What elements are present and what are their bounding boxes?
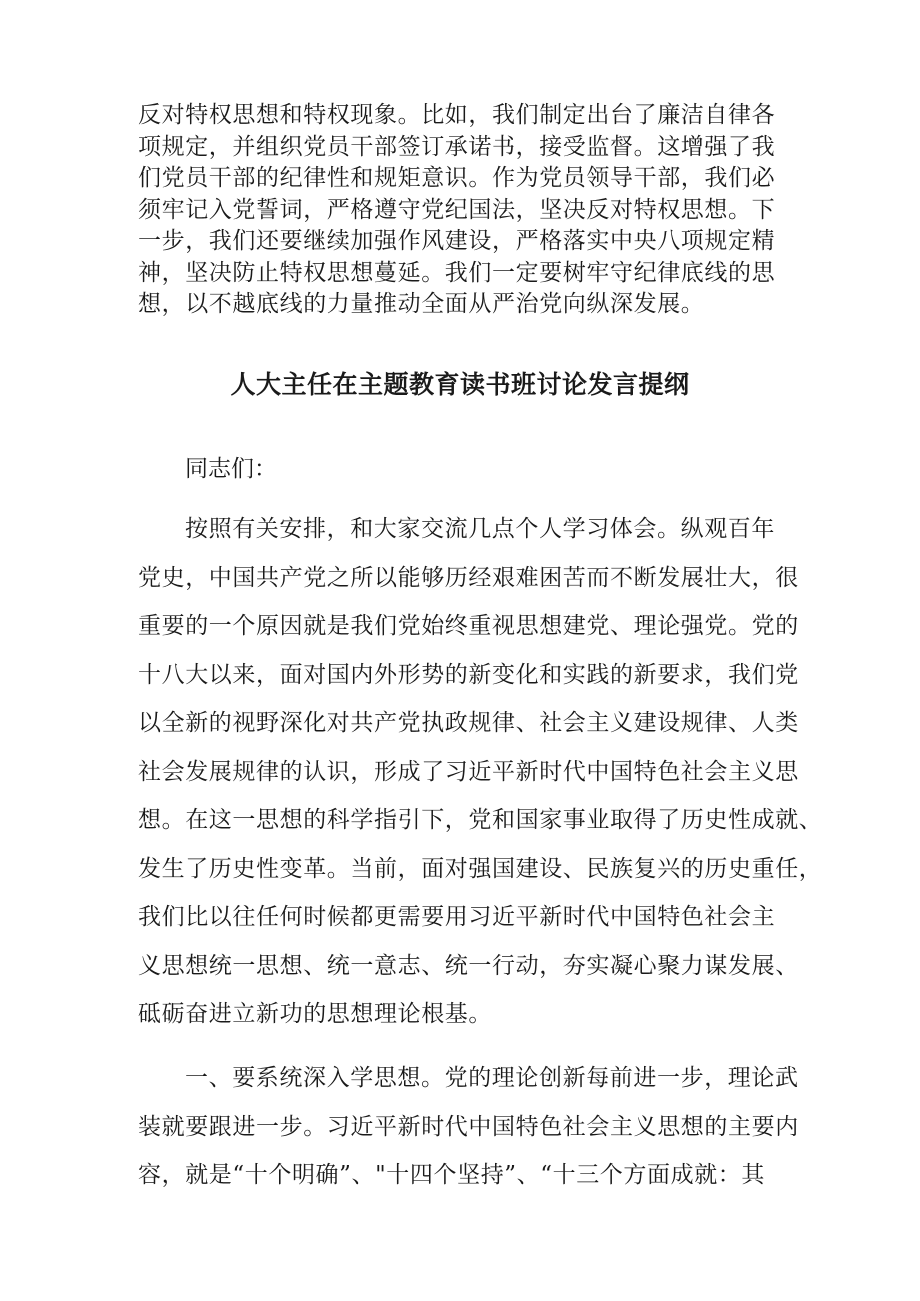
text-line: 想。在这一思想的科学指引下，党和国家事业取得了历史性成就、 bbox=[138, 807, 823, 833]
previous-section-text bbox=[138, 100, 798, 321]
text-line: 容，就是“十个明确”、"十四个坚持”、“十三个方面成就：其 bbox=[138, 1162, 766, 1188]
text-line: 想，以不越底线的力量推动全面从严治党向纵深发展。 bbox=[138, 291, 705, 317]
text-line: 以全新的视野深化对共产党执政规律、社会主义建设规律、人类 bbox=[138, 710, 799, 736]
salutation: 同志们： bbox=[185, 456, 277, 482]
text-line: 砥砺奋进立新功的思想理论根基。 bbox=[138, 1001, 492, 1027]
text-line: 神，坚决防止特权思想蔓延。我们一定要树牢守纪律底线的思 bbox=[138, 259, 776, 286]
document-title: 人大主任在主题教育读书班讨论发言提纲 bbox=[230, 370, 690, 399]
text-line: 一、要系统深入学思想。党的理论创新每前进一步，理论武 bbox=[185, 1065, 799, 1091]
text-line: 装就要跟进一步。习近平新时代中国特色社会主义思想的主要内 bbox=[138, 1113, 799, 1140]
text-line: 社会发展规律的认识，形成了习近平新时代中国特色社会主义思 bbox=[138, 758, 799, 785]
text-line: 十八大以来，面对国内外形势的新变化和实践的新要求，我们党 bbox=[138, 661, 799, 688]
text-line: 我们比以往任何时候都更需要用习近平新时代中国特色社会主 bbox=[138, 904, 776, 930]
text-line: 反对特权思想和特权现象。比如，我们制定出台了廉洁自律各 bbox=[138, 102, 776, 128]
paragraph-section-one bbox=[138, 1054, 798, 1200]
text-line: 须牢记入党誓词，严格遵守党纪国法，坚决反对特权思想。下 bbox=[138, 196, 776, 223]
paragraph-intro bbox=[138, 505, 823, 1039]
text-line: 一步，我们还要继续加强作风建设，严格落实中央八项规定精 bbox=[138, 228, 776, 254]
text-line: 发生了历史性变革。当前，面对强国建设、民族复兴的历史重任， bbox=[138, 855, 823, 882]
text-line: 按照有关安排，和大家交流几点个人学习体会。纵观百年 bbox=[185, 516, 775, 542]
text-line: 义思想统一思想、统一意志、统一行动，夯实凝心聚力谋发展、 bbox=[138, 952, 799, 979]
text-line: 项规定，并组织党员干部签订承诺书，接受监督。这增强了我 bbox=[138, 133, 776, 160]
text-line: 重要的一个原因就是我们党始终重视思想建党、理论强党。党的 bbox=[138, 613, 799, 639]
text-line: 们党员干部的纪律性和规矩意识。作为党员领导干部，我们必 bbox=[138, 165, 776, 191]
text-line: 党史，中国共产党之所以能够历经艰难困苦而不断发展壮大，很 bbox=[138, 564, 799, 591]
